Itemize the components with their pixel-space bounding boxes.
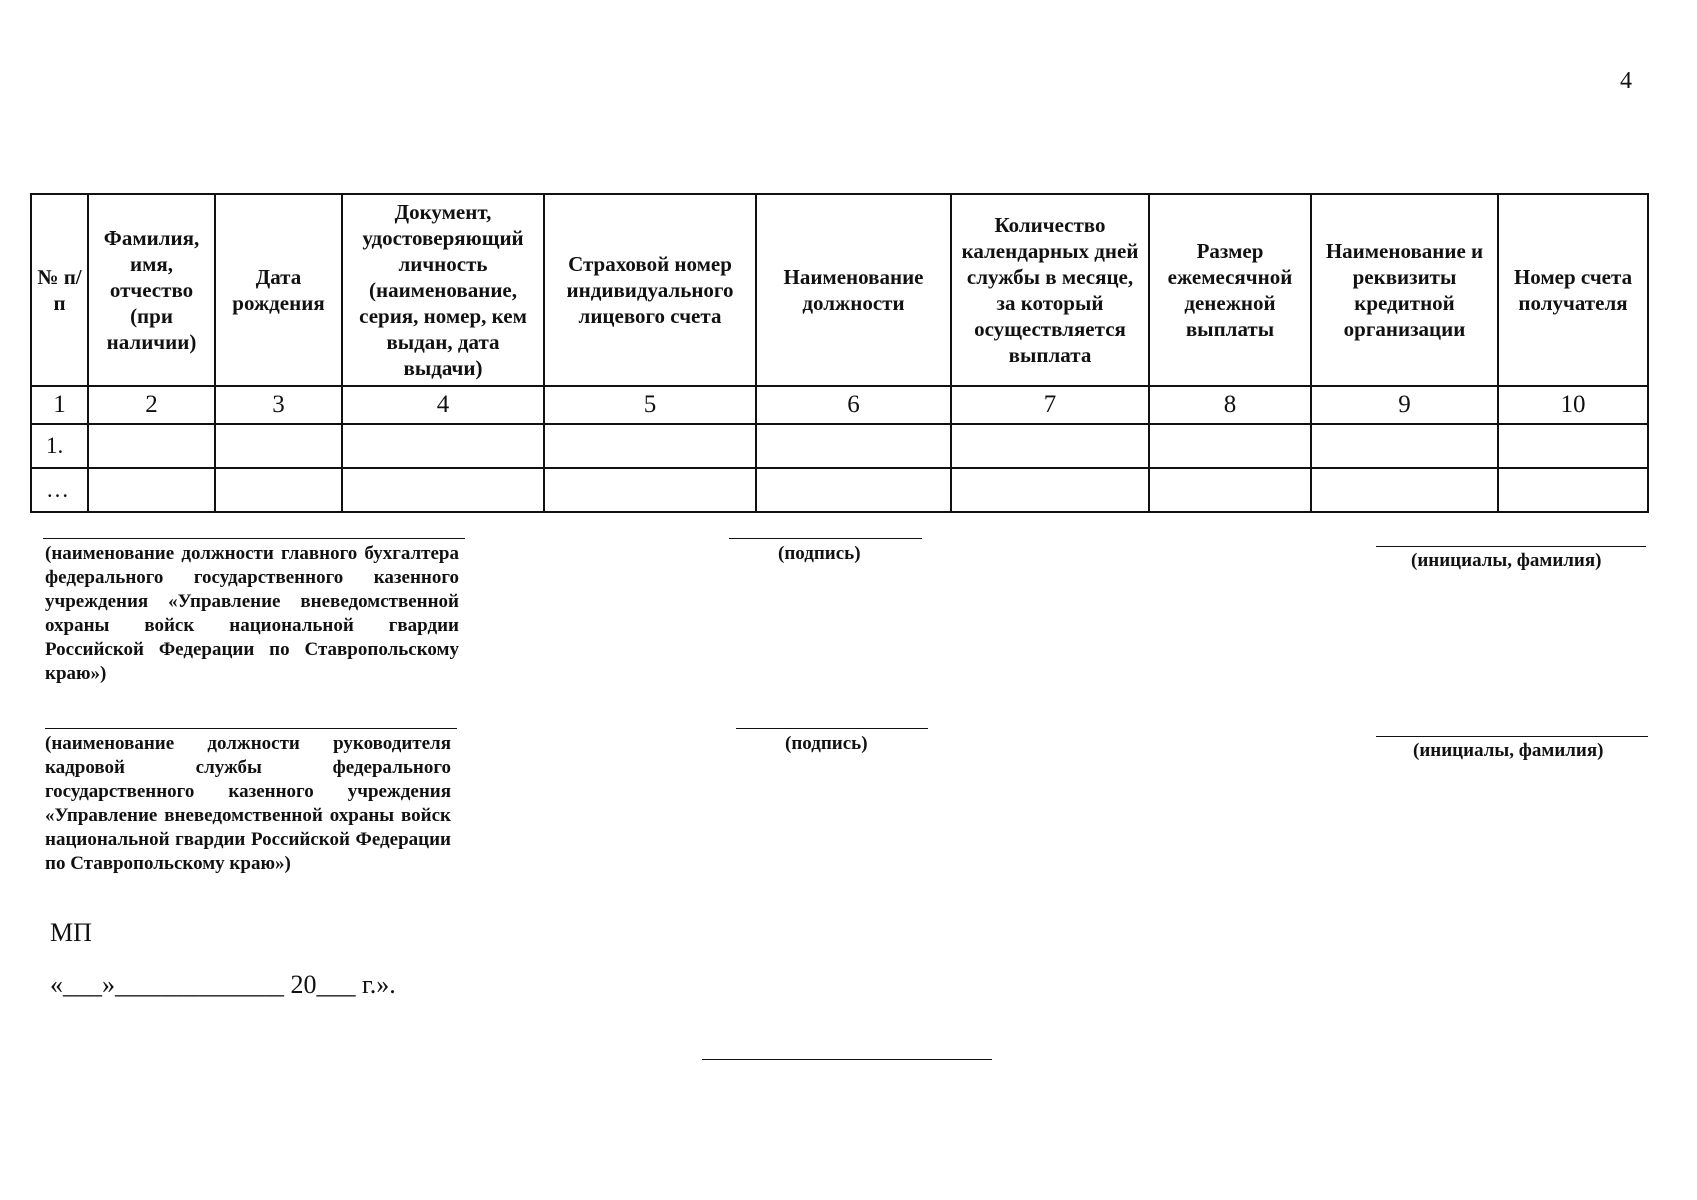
column-number-cell: 9: [1311, 386, 1498, 424]
table-cell: [756, 468, 951, 512]
header-cell-account-number: Номер счета получателя: [1498, 194, 1648, 386]
column-number-cell: 4: [342, 386, 544, 424]
header-cell-service-days: Количество календарных дней службы в месяце, за который осуществляется выплата: [951, 194, 1149, 386]
column-number-cell: 6: [756, 386, 951, 424]
page-number: 4: [1620, 68, 1632, 94]
date-line: «___»_____________ 20___ г.».: [50, 970, 396, 999]
stamp-label: МП: [50, 918, 92, 947]
chief-accountant-position-caption: (наименование должности главного бухгалтера федерального государственного казенного учреждения «Управление вневедомственной охраны войск национальной гвардии Российской Федерации по Ставропольскому краю»): [45, 543, 459, 684]
table-cell: [1311, 468, 1498, 512]
header-cell-bank-details: Наименование и реквизиты кредитной организации: [1311, 194, 1498, 386]
column-number-cell: 8: [1149, 386, 1311, 424]
end-divider: [702, 1059, 992, 1060]
header-cell-payment-amount: Размер ежемесячной денежной выплаты: [1149, 194, 1311, 386]
table-cell: [1498, 468, 1648, 512]
header-cell-number: № п/п: [31, 194, 88, 386]
table-cell: [342, 468, 544, 512]
payment-table: [30, 193, 1649, 513]
signature-caption: (подпись): [778, 543, 861, 564]
signature-line: [729, 538, 922, 539]
table-cell: [544, 424, 756, 468]
table-cell: [1149, 424, 1311, 468]
table-cell: [1149, 468, 1311, 512]
position-line: [45, 728, 457, 729]
signature-line: [736, 728, 928, 729]
header-cell-full-name: Фамилия, имя, отчество (при наличии): [88, 194, 215, 386]
table-cell: [88, 468, 215, 512]
header-cell-insurance-number: Страховой номер индивидуального лицевого счета: [544, 194, 756, 386]
table-cell: [215, 468, 342, 512]
header-cell-position: Наименование должности: [756, 194, 951, 386]
table-cell: 1.: [31, 424, 88, 468]
name-line: [1376, 546, 1646, 547]
name-caption: (инициалы, фамилия): [1413, 740, 1604, 761]
table-row: [31, 468, 1648, 512]
table-cell: …: [31, 468, 88, 512]
table-cell: [1498, 424, 1648, 468]
signature-caption: (подпись): [785, 733, 868, 754]
name-caption: (инициалы, фамилия): [1411, 550, 1602, 571]
table-cell: [951, 468, 1149, 512]
table-cell: [544, 468, 756, 512]
table-cell: [756, 424, 951, 468]
table-cell: [342, 424, 544, 468]
column-number-row: [31, 386, 1648, 424]
hr-head-position-caption: (наименование должности руководителя кадровой службы федерального государственного казенного учреждения «Управление вневедомственной охраны войск национальной гвардии Российской Федерации по Ставропольскому краю»): [45, 733, 451, 874]
column-number-cell: 7: [951, 386, 1149, 424]
column-number-cell: 3: [215, 386, 342, 424]
column-number-cell: 5: [544, 386, 756, 424]
table-cell: [1311, 424, 1498, 468]
header-cell-identity-document: Документ, удостоверяющий личность (наименование, серия, номер, кем выдан, дата выдачи): [342, 194, 544, 386]
header-cell-birth-date: Дата рождения: [215, 194, 342, 386]
column-number-cell: 10: [1498, 386, 1648, 424]
column-number-cell: 2: [88, 386, 215, 424]
table-cell: [215, 424, 342, 468]
table-header-row: [31, 194, 1648, 386]
table-cell: [88, 424, 215, 468]
name-line: [1376, 736, 1648, 737]
position-line: [43, 538, 465, 539]
table-cell: [951, 424, 1149, 468]
column-number-cell: 1: [31, 386, 88, 424]
table-row: [31, 424, 1648, 468]
